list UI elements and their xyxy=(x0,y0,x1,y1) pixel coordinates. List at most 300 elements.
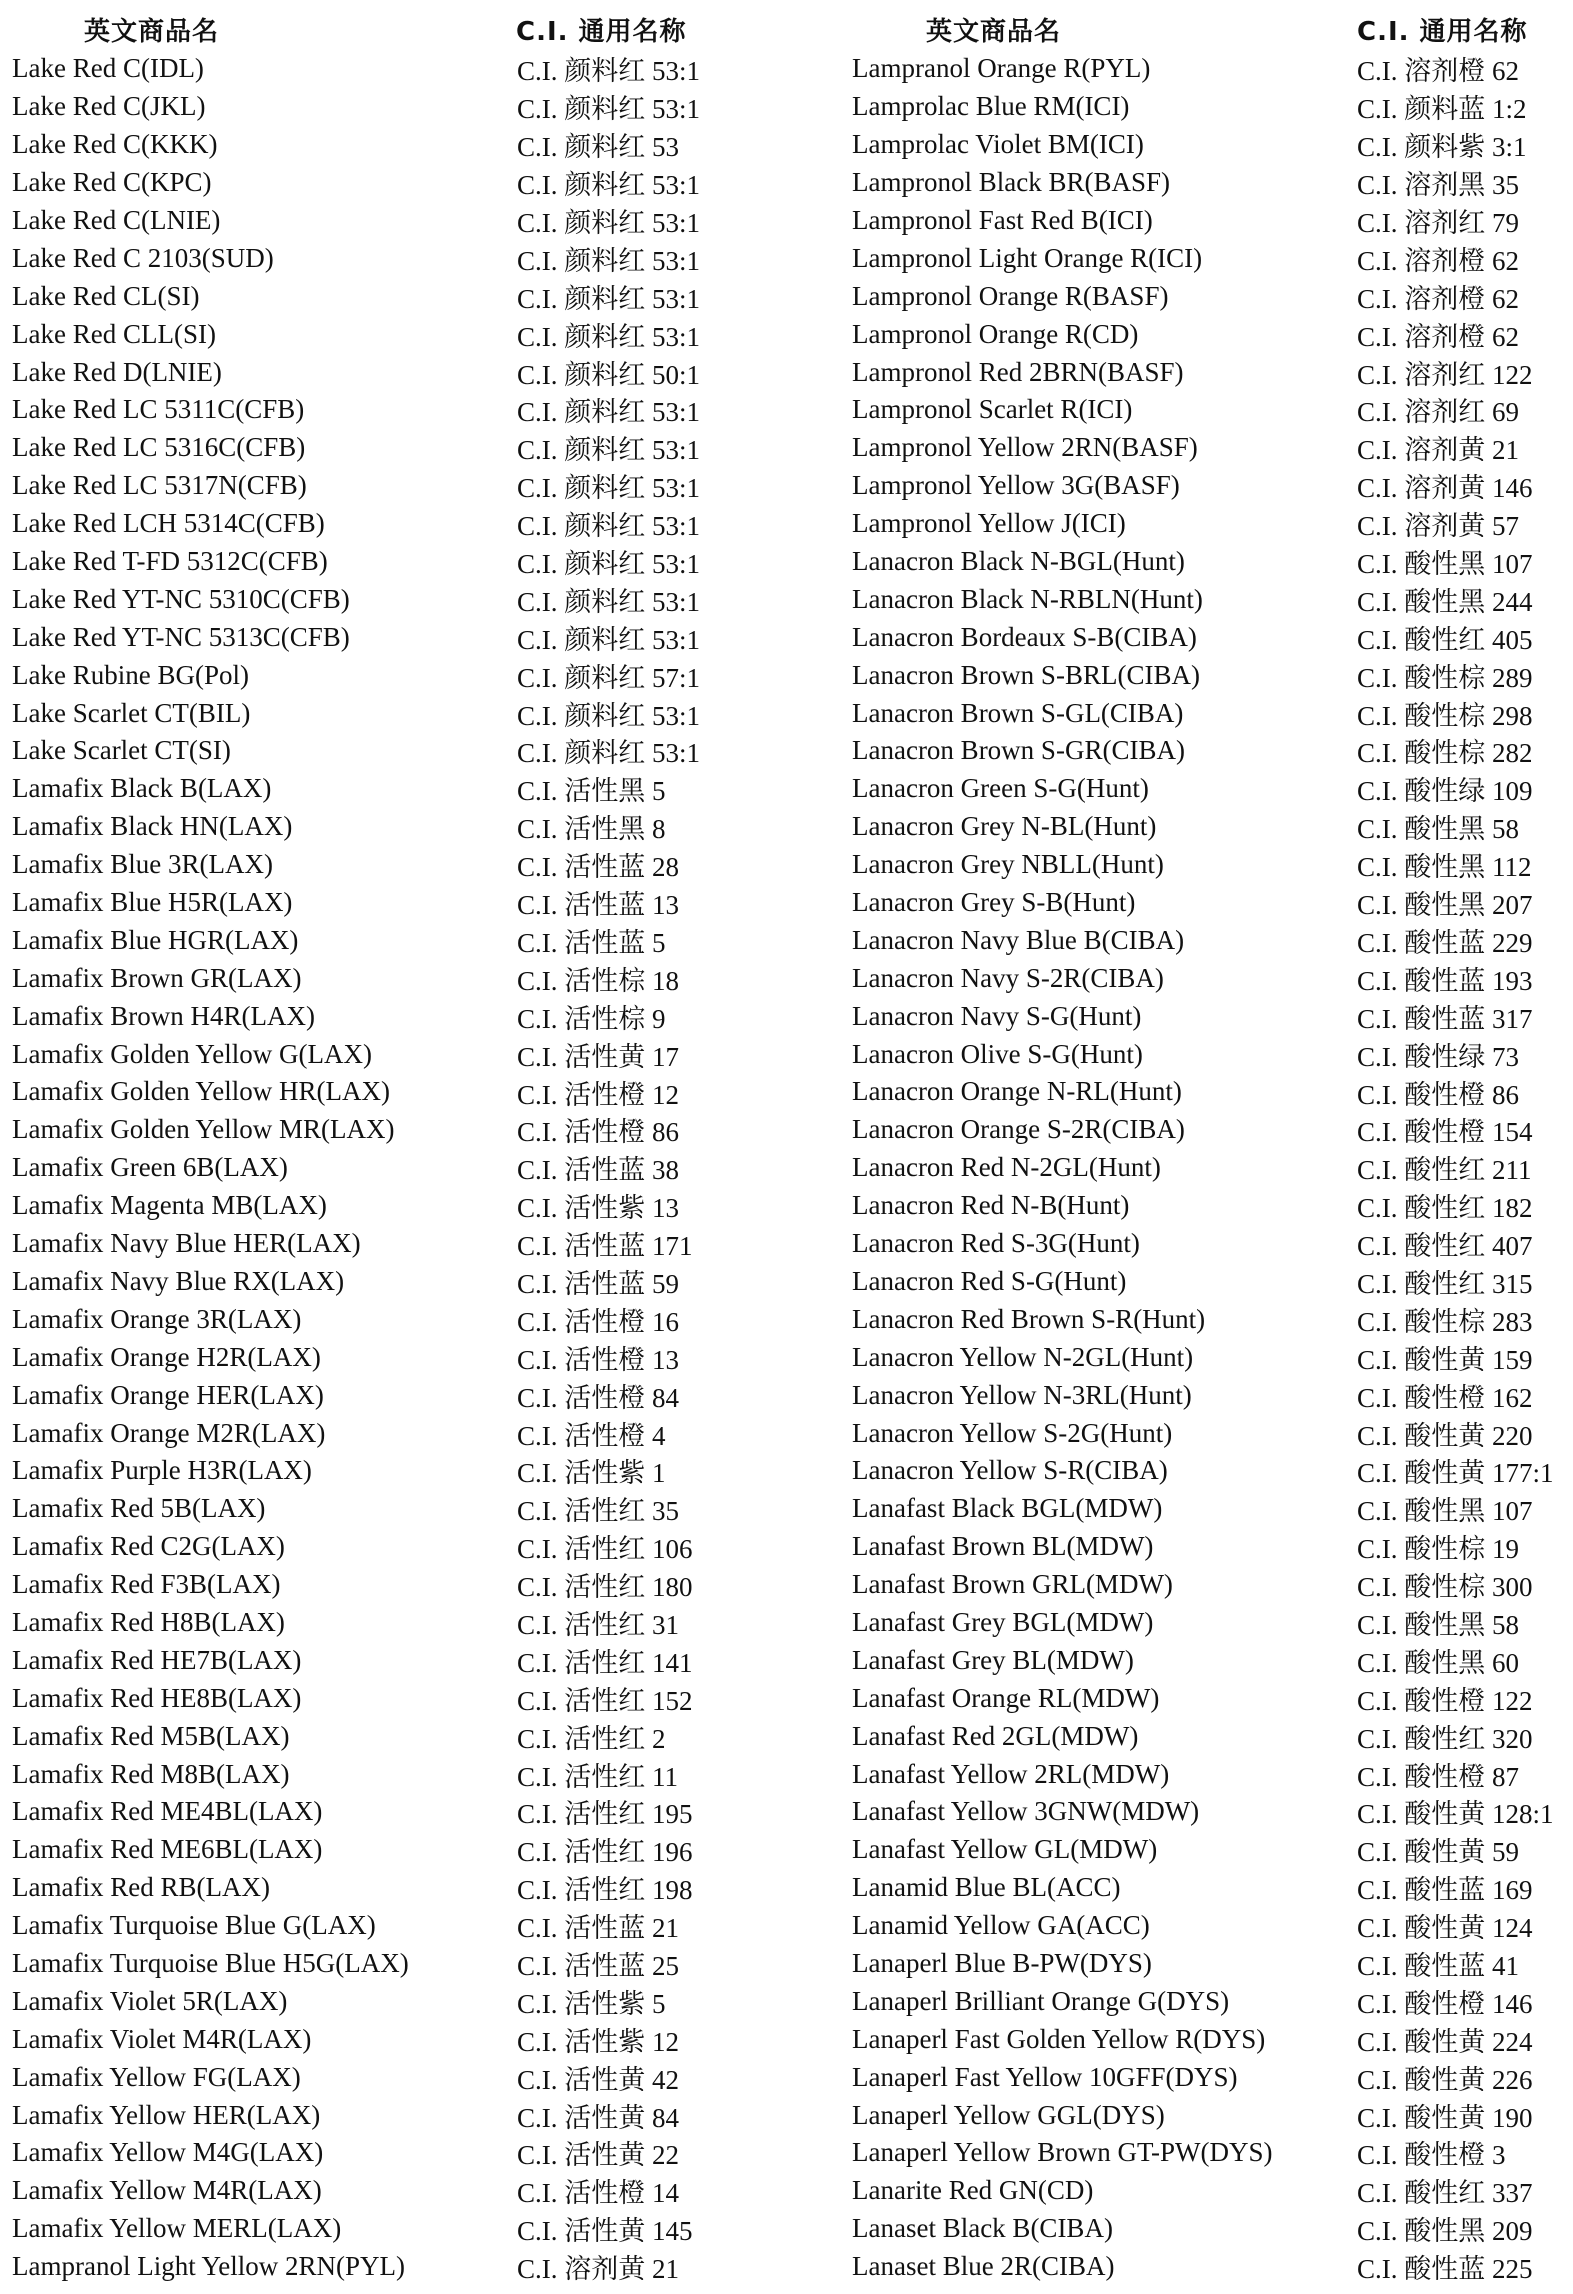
ci-generic-name: C.I. 活性黑 5 xyxy=(517,776,666,807)
trade-name: Lampronol Scarlet R(ICI) xyxy=(852,394,1133,425)
table-row xyxy=(852,808,1567,846)
ci-generic-name: C.I. 酸性黄 220 xyxy=(1357,1420,1533,1451)
ci-generic-name: C.I. 酸性橙 122 xyxy=(1357,1685,1533,1716)
table-row xyxy=(852,2248,1567,2286)
ci-generic-name: C.I. 酸性棕 19 xyxy=(1357,1534,1519,1565)
table-row xyxy=(12,618,802,656)
trade-name: Lake Red LCH 5314C(CFB) xyxy=(12,508,325,539)
table-row xyxy=(852,2058,1567,2096)
trade-name: Lanacron Navy Blue B(CIBA) xyxy=(852,924,1185,955)
ci-generic-name: C.I. 活性蓝 171 xyxy=(517,1231,693,1262)
table-row xyxy=(852,1604,1567,1642)
ci-generic-name: C.I. 活性红 152 xyxy=(517,1685,693,1716)
table-row xyxy=(12,202,802,240)
trade-name: Lanaperl Fast Golden Yellow R(DYS) xyxy=(852,2023,1266,2054)
trade-name: Lake Red LC 5317N(CFB) xyxy=(12,470,307,501)
table-row xyxy=(12,315,802,353)
ci-generic-name: C.I. 活性黄 145 xyxy=(517,2216,693,2247)
trade-name: Lanacron Grey S-B(Hunt) xyxy=(852,887,1136,918)
table-row xyxy=(12,808,802,846)
table-row xyxy=(12,164,802,202)
ci-generic-name: C.I. 酸性红 337 xyxy=(1357,2178,1533,2209)
ci-generic-name: C.I. 酸性黄 226 xyxy=(1357,2064,1533,2095)
trade-name: Lampronol Yellow 2RN(BASF) xyxy=(852,432,1198,463)
trade-name: Lanacron Brown S-GR(CIBA) xyxy=(852,735,1185,766)
ci-generic-name: C.I. 活性红 11 xyxy=(517,1761,678,1792)
table-row xyxy=(12,694,802,732)
table-row xyxy=(852,126,1567,164)
table-row xyxy=(12,1187,802,1225)
trade-name: Lake Red LC 5316C(CFB) xyxy=(12,432,306,463)
left-header-ci-name: C.I. 通用名称 xyxy=(516,16,687,47)
ci-generic-name: C.I. 活性红 196 xyxy=(517,1837,693,1868)
ci-generic-name: C.I. 酸性橙 162 xyxy=(1357,1382,1533,1413)
table-row xyxy=(852,505,1567,543)
table-row xyxy=(852,1755,1567,1793)
table-row xyxy=(12,1831,802,1869)
trade-name: Lake Red C(KPC) xyxy=(12,167,212,198)
table-row xyxy=(12,1111,802,1149)
table-row xyxy=(12,2210,802,2248)
ci-generic-name: C.I. 酸性黑 58 xyxy=(1357,814,1519,845)
table-row xyxy=(852,467,1567,505)
trade-name: Lamafix Red F3B(LAX) xyxy=(12,1569,281,1600)
trade-name: Lanarite Red GN(CD) xyxy=(852,2175,1094,2206)
trade-name: Lampronol Yellow J(ICI) xyxy=(852,508,1126,539)
trade-name: Lanaperl Brilliant Orange G(DYS) xyxy=(852,1985,1230,2016)
table-row xyxy=(852,1149,1567,1187)
ci-generic-name: C.I. 酸性棕 282 xyxy=(1357,738,1533,769)
table-row xyxy=(12,846,802,884)
ci-generic-name: C.I. 酸性蓝 225 xyxy=(1357,2254,1533,2285)
trade-name: Lanacron Yellow S-R(CIBA) xyxy=(852,1455,1168,1486)
trade-name: Lanacron Green S-G(Hunt) xyxy=(852,773,1149,804)
trade-name: Lamafix Brown GR(LAX) xyxy=(12,962,302,993)
table-row xyxy=(852,732,1567,770)
trade-name: Lamafix Red RB(LAX) xyxy=(12,1872,270,1903)
ci-generic-name: C.I. 颜料红 53:1 xyxy=(517,549,701,580)
trade-name: Lanacron Olive S-G(Hunt) xyxy=(852,1038,1143,1069)
ci-generic-name: C.I. 酸性黄 190 xyxy=(1357,2102,1533,2133)
table-row xyxy=(12,770,802,808)
table-row xyxy=(852,884,1567,922)
ci-generic-name: C.I. 颜料红 53:1 xyxy=(517,586,701,617)
ci-generic-name: C.I. 活性红 106 xyxy=(517,1534,693,1565)
table-row xyxy=(852,846,1567,884)
right-header-ci-name: C.I. 通用名称 xyxy=(1357,16,1528,47)
table-row xyxy=(852,1263,1567,1301)
table-row xyxy=(12,88,802,126)
table-row xyxy=(852,277,1567,315)
ci-generic-name: C.I. 酸性棕 289 xyxy=(1357,662,1533,693)
ci-generic-name: C.I. 活性蓝 28 xyxy=(517,852,679,883)
ci-generic-name: C.I. 溶剂橙 62 xyxy=(1357,56,1519,87)
table-row xyxy=(12,1641,802,1679)
ci-generic-name: C.I. 酸性橙 146 xyxy=(1357,1988,1533,2019)
table-row xyxy=(852,580,1567,618)
trade-name: Lanafast Black BGL(MDW) xyxy=(852,1493,1163,1524)
table-row xyxy=(12,959,802,997)
trade-name: Lake Red YT-NC 5313C(CFB) xyxy=(12,621,350,652)
table-row xyxy=(852,618,1567,656)
table-row xyxy=(12,1490,802,1528)
ci-generic-name: C.I. 酸性蓝 317 xyxy=(1357,1003,1533,1034)
table-row xyxy=(12,391,802,429)
table-row xyxy=(852,1111,1567,1149)
trade-name: Lamafix Red C2G(LAX) xyxy=(12,1531,285,1562)
ci-generic-name: C.I. 酸性橙 3 xyxy=(1357,2140,1506,2171)
table-row xyxy=(852,1338,1567,1376)
ci-generic-name: C.I. 溶剂黄 21 xyxy=(517,2254,679,2285)
table-row xyxy=(852,1793,1567,1831)
ci-generic-name: C.I. 颜料红 53:1 xyxy=(517,397,701,428)
ci-generic-name: C.I. 酸性棕 298 xyxy=(1357,700,1533,731)
table-row xyxy=(852,353,1567,391)
ci-generic-name: C.I. 颜料红 53:1 xyxy=(517,56,701,87)
trade-name: Lanafast Yellow 2RL(MDW) xyxy=(852,1758,1170,1789)
ci-generic-name: C.I. 颜料红 53:1 xyxy=(517,473,701,504)
trade-name: Lanacron Yellow S-2G(Hunt) xyxy=(852,1417,1173,1448)
ci-generic-name: C.I. 酸性红 320 xyxy=(1357,1723,1533,1754)
ci-generic-name: C.I. 颜料红 50:1 xyxy=(517,359,701,390)
ci-generic-name: C.I. 溶剂黄 21 xyxy=(1357,435,1519,466)
ci-generic-name: C.I. 酸性橙 86 xyxy=(1357,1079,1519,1110)
ci-generic-name: C.I. 酸性黑 209 xyxy=(1357,2216,1533,2247)
table-row xyxy=(12,1149,802,1187)
table-row xyxy=(12,1263,802,1301)
trade-name: Lanacron Navy S-2R(CIBA) xyxy=(852,962,1164,993)
ci-generic-name: C.I. 活性蓝 25 xyxy=(517,1950,679,1981)
trade-name: Lamafix Violet 5R(LAX) xyxy=(12,1985,288,2016)
ci-generic-name: C.I. 活性黄 22 xyxy=(517,2140,679,2171)
ci-generic-name: C.I. 溶剂红 122 xyxy=(1357,359,1533,390)
ci-generic-name: C.I. 酸性黑 112 xyxy=(1357,852,1532,883)
table-row xyxy=(12,1604,802,1642)
table-row xyxy=(852,2210,1567,2248)
trade-name: Lampronol Red 2BRN(BASF) xyxy=(852,356,1184,387)
trade-name: Lamafix Yellow HER(LAX) xyxy=(12,2099,321,2130)
trade-name: Lamafix Blue H5R(LAX) xyxy=(12,887,293,918)
ci-generic-name: C.I. 酸性黄 128:1 xyxy=(1357,1799,1554,1830)
trade-name: Lamafix Red HE7B(LAX) xyxy=(12,1644,302,1675)
table-row xyxy=(852,1414,1567,1452)
table-row xyxy=(852,2096,1567,2134)
trade-name: Lake Red T-FD 5312C(CFB) xyxy=(12,546,328,577)
trade-name: Lanafast Grey BGL(MDW) xyxy=(852,1606,1154,1637)
trade-name: Lampronol Orange R(BASF) xyxy=(852,280,1169,311)
table-row xyxy=(12,2248,802,2286)
table-row xyxy=(852,1376,1567,1414)
table-row xyxy=(852,1566,1567,1604)
ci-generic-name: C.I. 活性黄 17 xyxy=(517,1041,679,1072)
table-row xyxy=(12,1376,802,1414)
ci-generic-name: C.I. 颜料蓝 1:2 xyxy=(1357,94,1527,125)
trade-name: Lanacron Black N-RBLN(Hunt) xyxy=(852,583,1203,614)
trade-name: Lake Rubine BG(Pol) xyxy=(12,659,249,690)
ci-generic-name: C.I. 酸性黄 124 xyxy=(1357,1913,1533,1944)
trade-name: Lanaset Blue 2R(CIBA) xyxy=(852,2251,1115,2282)
trade-name: Lamafix Red M8B(LAX) xyxy=(12,1758,290,1789)
ci-generic-name: C.I. 活性黑 8 xyxy=(517,814,666,845)
table-row xyxy=(12,467,802,505)
ci-generic-name: C.I. 活性棕 18 xyxy=(517,965,679,996)
trade-name: Lamafix Blue 3R(LAX) xyxy=(12,849,273,880)
table-row xyxy=(852,50,1567,88)
table-row xyxy=(852,1831,1567,1869)
table-row xyxy=(852,1073,1567,1111)
ci-generic-name: C.I. 溶剂黄 146 xyxy=(1357,473,1533,504)
trade-name: Lanacron Brown S-BRL(CIBA) xyxy=(852,659,1200,690)
table-row xyxy=(12,2172,802,2210)
table-row xyxy=(852,1641,1567,1679)
ci-generic-name: C.I. 活性紫 13 xyxy=(517,1193,679,1224)
ci-generic-name: C.I. 活性红 195 xyxy=(517,1799,693,1830)
right-column-block xyxy=(852,8,1567,2286)
trade-name: Lamafix Red HE8B(LAX) xyxy=(12,1682,302,1713)
table-row xyxy=(12,997,802,1035)
trade-name: Lamafix Magenta MB(LAX) xyxy=(12,1190,327,1221)
table-row xyxy=(852,1717,1567,1755)
trade-name: Lake Scarlet CT(SI) xyxy=(12,735,231,766)
ci-generic-name: C.I. 颜料红 53:1 xyxy=(517,208,701,239)
table-row xyxy=(12,656,802,694)
table-row xyxy=(12,2096,802,2134)
trade-name: Lanacron Red S-3G(Hunt) xyxy=(852,1228,1140,1259)
ci-generic-name: C.I. 活性蓝 38 xyxy=(517,1155,679,1186)
table-row xyxy=(12,353,802,391)
ci-generic-name: C.I. 酸性绿 109 xyxy=(1357,776,1533,807)
trade-name: Lamafix Navy Blue RX(LAX) xyxy=(12,1265,345,1296)
table-row xyxy=(852,1982,1567,2020)
table-row xyxy=(12,1414,802,1452)
table-row xyxy=(12,505,802,543)
trade-name: Lake Red C(KKK) xyxy=(12,129,218,160)
ci-generic-name: C.I. 酸性黄 177:1 xyxy=(1357,1458,1554,1489)
ci-generic-name: C.I. 酸性红 182 xyxy=(1357,1193,1533,1224)
table-row xyxy=(12,1717,802,1755)
trade-name: Lanacron Red Brown S-R(Hunt) xyxy=(852,1303,1206,1334)
trade-name: Lamafix Black HN(LAX) xyxy=(12,811,293,842)
ci-generic-name: C.I. 活性红 2 xyxy=(517,1723,666,1754)
trade-name: Lanacron Orange S-2R(CIBA) xyxy=(852,1114,1185,1145)
ci-generic-name: C.I. 活性黄 84 xyxy=(517,2102,679,2133)
table-row xyxy=(852,1452,1567,1490)
trade-name: Lanafast Yellow GL(MDW) xyxy=(852,1834,1158,1865)
table-row xyxy=(852,315,1567,353)
trade-name: Lanacron Brown S-GL(CIBA) xyxy=(852,697,1184,728)
ci-generic-name: C.I. 颜料红 53:1 xyxy=(517,511,701,542)
table-row xyxy=(12,921,802,959)
table-row xyxy=(12,126,802,164)
table-row xyxy=(852,1187,1567,1225)
ci-generic-name: C.I. 活性红 141 xyxy=(517,1647,693,1678)
ci-generic-name: C.I. 颜料红 53:1 xyxy=(517,435,701,466)
trade-name: Lanacron Red N-B(Hunt) xyxy=(852,1190,1130,1221)
trade-name: Lanafast Brown GRL(MDW) xyxy=(852,1569,1173,1600)
ci-generic-name: C.I. 颜料红 53:1 xyxy=(517,94,701,125)
ci-generic-name: C.I. 颜料红 53:1 xyxy=(517,321,701,352)
trade-name: Lamafix Golden Yellow MR(LAX) xyxy=(12,1114,395,1145)
ci-generic-name: C.I. 活性紫 5 xyxy=(517,1988,666,2019)
table-row xyxy=(852,656,1567,694)
table-row xyxy=(852,959,1567,997)
trade-name: Lanaperl Yellow GGL(DYS) xyxy=(852,2099,1165,2130)
trade-name: Lanacron Grey N-BL(Hunt) xyxy=(852,811,1157,842)
ci-generic-name: C.I. 溶剂橙 62 xyxy=(1357,283,1519,314)
trade-name: Lamafix Red M5B(LAX) xyxy=(12,1720,290,1751)
ci-generic-name: C.I. 活性红 198 xyxy=(517,1875,693,1906)
table-row xyxy=(852,770,1567,808)
left-column-block xyxy=(12,8,802,2286)
table-row xyxy=(12,732,802,770)
table-row xyxy=(12,1679,802,1717)
table-row xyxy=(12,884,802,922)
table-row xyxy=(852,1300,1567,1338)
left-rows xyxy=(12,50,802,2286)
table-row xyxy=(852,391,1567,429)
ci-generic-name: C.I. 活性橙 84 xyxy=(517,1382,679,1413)
ci-generic-name: C.I. 活性黄 42 xyxy=(517,2064,679,2095)
ci-generic-name: C.I. 酸性蓝 193 xyxy=(1357,965,1533,996)
table-row xyxy=(852,694,1567,732)
trade-name: Lanafast Grey BL(MDW) xyxy=(852,1644,1134,1675)
table-row xyxy=(852,1907,1567,1945)
ci-generic-name: C.I. 酸性棕 283 xyxy=(1357,1306,1533,1337)
table-row xyxy=(12,1338,802,1376)
trade-name: Lamafix Brown H4R(LAX) xyxy=(12,1000,315,1031)
ci-generic-name: C.I. 颜料红 53:1 xyxy=(517,170,701,201)
trade-name: Lanacron Yellow N-3RL(Hunt) xyxy=(852,1379,1192,1410)
right-rows xyxy=(852,50,1567,2286)
trade-name: Lanafast Brown BL(MDW) xyxy=(852,1531,1154,1562)
ci-generic-name: C.I. 酸性黄 224 xyxy=(1357,2026,1533,2057)
ci-generic-name: C.I. 颜料红 53:1 xyxy=(517,283,701,314)
trade-name: Lampronol Fast Red B(ICI) xyxy=(852,205,1153,235)
ci-generic-name: C.I. 活性橙 4 xyxy=(517,1420,666,1451)
trade-name: Lake Red CL(SI) xyxy=(12,280,200,311)
table-row xyxy=(852,239,1567,277)
ci-generic-name: C.I. 颜料红 57:1 xyxy=(517,662,701,693)
trade-name: Lanacron Yellow N-2GL(Hunt) xyxy=(852,1341,1194,1372)
trade-name: Lamafix Yellow M4G(LAX) xyxy=(12,2137,324,2168)
trade-name: Lake Red D(LNIE) xyxy=(12,356,222,387)
ci-generic-name: C.I. 活性紫 12 xyxy=(517,2026,679,2057)
trade-name: Lampronol Yellow 3G(BASF) xyxy=(852,470,1180,501)
ci-generic-name: C.I. 溶剂红 69 xyxy=(1357,397,1519,428)
ci-generic-name: C.I. 活性橙 14 xyxy=(517,2178,679,2209)
trade-name: Lanaperl Blue B-PW(DYS) xyxy=(852,1947,1152,1978)
table-row xyxy=(852,997,1567,1035)
ci-generic-name: C.I. 活性红 180 xyxy=(517,1572,693,1603)
table-row xyxy=(852,1679,1567,1717)
trade-name: Lanamid Yellow GA(ACC) xyxy=(852,1910,1150,1941)
trade-name: Lanacron Grey NBLL(Hunt) xyxy=(852,849,1164,880)
ci-generic-name: C.I. 酸性黑 244 xyxy=(1357,586,1533,617)
right-header-english-name: 英文商品名 xyxy=(926,16,1062,47)
table-row xyxy=(852,1225,1567,1263)
table-row xyxy=(12,543,802,581)
ci-generic-name: C.I. 颜料红 53:1 xyxy=(517,245,701,276)
left-header-row xyxy=(12,8,802,50)
trade-name: Lamafix Green 6B(LAX) xyxy=(12,1152,288,1183)
trade-name: Lake Red C(IDL) xyxy=(12,53,204,84)
table-row xyxy=(12,580,802,618)
ci-generic-name: C.I. 溶剂橙 62 xyxy=(1357,321,1519,352)
table-row xyxy=(852,88,1567,126)
left-header-english-name: 英文商品名 xyxy=(84,16,220,47)
trade-name: Lamafix Red ME4BL(LAX) xyxy=(12,1796,323,1827)
trade-name: Lamafix Yellow MERL(LAX) xyxy=(12,2213,342,2244)
table-row xyxy=(12,277,802,315)
ci-generic-name: C.I. 活性橙 16 xyxy=(517,1306,679,1337)
ci-generic-name: C.I. 活性蓝 21 xyxy=(517,1913,679,1944)
ci-generic-name: C.I. 颜料红 53:1 xyxy=(517,738,701,769)
trade-name: Lanafast Yellow 3GNW(MDW) xyxy=(852,1796,1200,1827)
trade-name: Lamafix Orange HER(LAX) xyxy=(12,1379,324,1410)
table-row xyxy=(852,1869,1567,1907)
ci-generic-name: C.I. 活性橙 13 xyxy=(517,1344,679,1375)
ci-generic-name: C.I. 酸性蓝 229 xyxy=(1357,927,1533,958)
trade-name: Lanacron Orange N-RL(Hunt) xyxy=(852,1076,1182,1107)
table-row xyxy=(12,2020,802,2058)
trade-name: Lampranol Light Yellow 2RN(PYL) xyxy=(12,2251,405,2282)
ci-generic-name: C.I. 酸性橙 87 xyxy=(1357,1761,1519,1792)
ci-generic-name: C.I. 活性红 35 xyxy=(517,1496,679,1527)
ci-generic-name: C.I. 酸性蓝 41 xyxy=(1357,1950,1519,1981)
table-row xyxy=(12,2134,802,2172)
table-row xyxy=(852,921,1567,959)
trade-name: Lake Red LC 5311C(CFB) xyxy=(12,394,305,425)
trade-name: Lamafix Orange 3R(LAX) xyxy=(12,1303,302,1334)
trade-name: Lamafix Turquoise Blue G(LAX) xyxy=(12,1910,376,1941)
table-row xyxy=(852,202,1567,240)
ci-generic-name: C.I. 溶剂红 79 xyxy=(1357,208,1519,239)
table-row xyxy=(852,543,1567,581)
trade-name: Lanaset Black B(CIBA) xyxy=(852,2213,1113,2244)
trade-name: Lampranol Orange R(PYL) xyxy=(852,53,1151,84)
ci-generic-name: C.I. 活性红 31 xyxy=(517,1609,679,1640)
table-row xyxy=(852,2172,1567,2210)
table-row xyxy=(12,1035,802,1073)
table-row xyxy=(12,1869,802,1907)
trade-name: Lamafix Purple H3R(LAX) xyxy=(12,1455,312,1486)
table-row xyxy=(852,2134,1567,2172)
trade-name: Lake Red C 2103(SUD) xyxy=(12,242,274,273)
trade-name: Lamafix Red ME6BL(LAX) xyxy=(12,1834,323,1865)
trade-name: Lamafix Yellow FG(LAX) xyxy=(12,2061,301,2092)
trade-name: Lamafix Red H8B(LAX) xyxy=(12,1606,285,1637)
trade-name: Lamafix Orange H2R(LAX) xyxy=(12,1341,321,1372)
ci-generic-name: C.I. 活性蓝 5 xyxy=(517,927,666,958)
table-row xyxy=(12,1225,802,1263)
trade-name: Lanacron Black N-BGL(Hunt) xyxy=(852,546,1185,577)
trade-name: Lanaperl Fast Yellow 10GFF(DYS) xyxy=(852,2061,1238,2092)
ci-generic-name: C.I. 酸性蓝 169 xyxy=(1357,1875,1533,1906)
trade-name: Lake Scarlet CT(BIL) xyxy=(12,697,251,728)
ci-generic-name: C.I. 颜料红 53:1 xyxy=(517,624,701,655)
ci-generic-name: C.I. 酸性黄 59 xyxy=(1357,1837,1519,1868)
ci-generic-name: C.I. 酸性红 407 xyxy=(1357,1231,1533,1262)
trade-name: Lampronol Black BR(BASF) xyxy=(852,167,1170,198)
trade-name: Lamprolac Violet BM(ICI) xyxy=(852,129,1144,160)
table-row xyxy=(852,2020,1567,2058)
table-row xyxy=(12,1300,802,1338)
table-row xyxy=(12,1945,802,1983)
ci-generic-name: C.I. 酸性红 315 xyxy=(1357,1268,1533,1299)
trade-name: Lake Red CLL(SI) xyxy=(12,318,216,349)
trade-name: Lanafast Red 2GL(MDW) xyxy=(852,1720,1139,1751)
ci-generic-name: C.I. 活性棕 9 xyxy=(517,1003,666,1034)
